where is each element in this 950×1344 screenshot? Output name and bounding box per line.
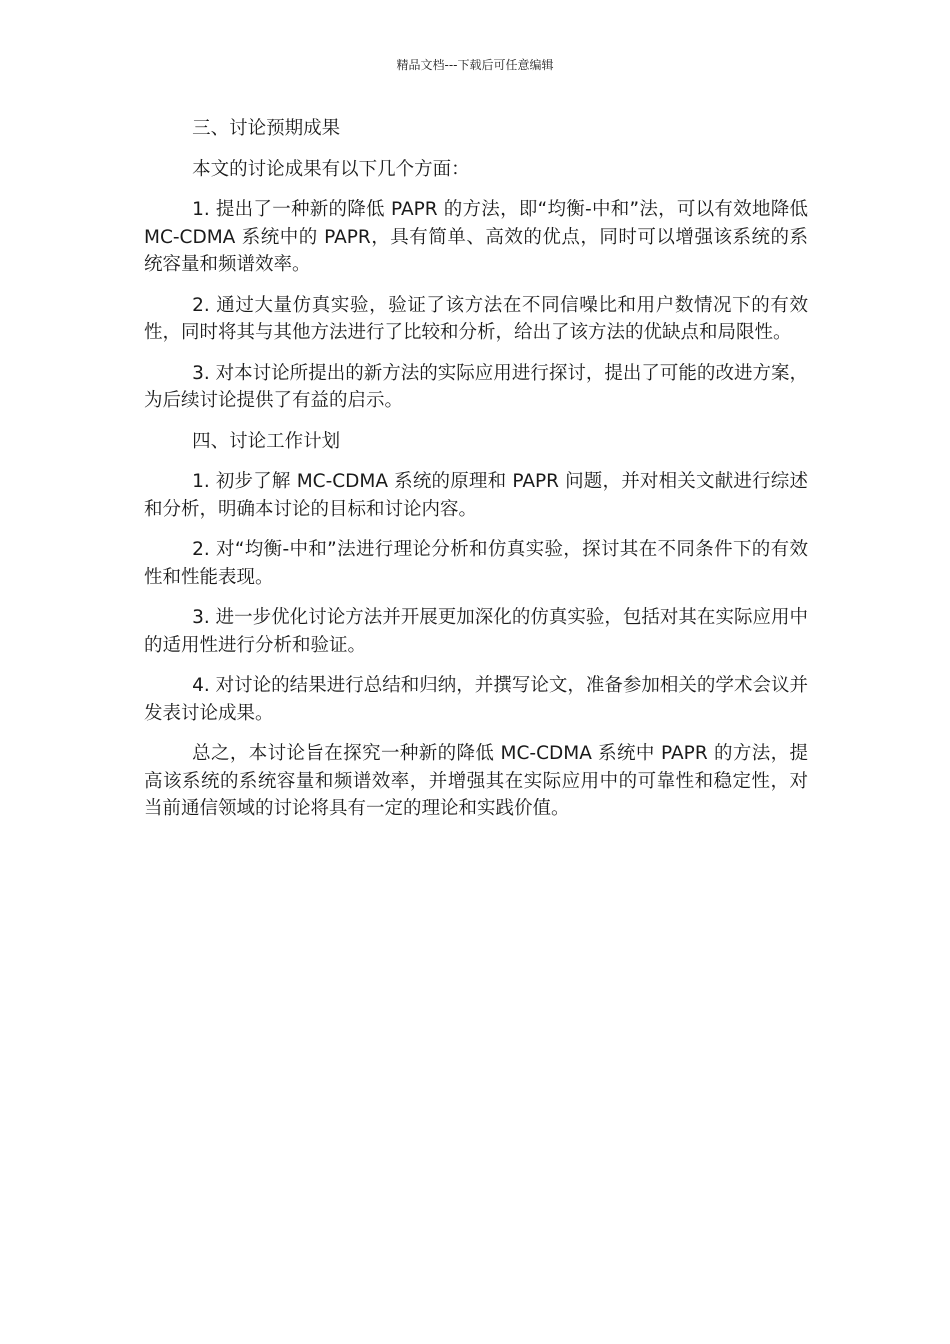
document-body (144, 115, 808, 836)
plan-item-3: 3. 进一步优化讨论方法并开展更加深化的仿真实验，包括对其在实际应用中的适用性进行分析和验证。 (144, 607, 808, 656)
section-heading-expected-results: 三、讨论预期成果 (192, 118, 341, 139)
plan-item-4: 4. 对讨论的结果进行总结和归纳，并撰写论文，准备参加相关的学术会议并发表讨论成果。 (144, 675, 808, 724)
plan-item-2: 2. 对“均衡-中和”法进行理论分析和仿真实验，探讨其在不同条件下的有效性和性能表现。 (144, 539, 808, 588)
result-item-1: 1. 提出了一种新的降低 PAPR 的方法，即“均衡-中和”法，可以有效地降低 MC-CDMA 系统中的 PAPR，具有简单、高效的优点，同时可以增强该系统的系统容量和频谱效率。 (144, 199, 808, 275)
section-heading-work-plan: 四、讨论工作计划 (192, 430, 341, 452)
result-item-3: 3. 对本讨论所提出的新方法的实际应用进行探讨，提出了可能的改进方案，为后续讨论提供了有益的启示。 (144, 362, 808, 411)
page-header: 精品文档---下载后可任意编辑 (396, 58, 554, 72)
result-item-2: 2. 通过大量仿真实验，验证了该方法在不同信噪比和用户数情况下的有效性，同时将其与其他方法进行了比较和分析，给出了该方法的优缺点和局限性。 (144, 294, 808, 343)
intro-paragraph: 本文的讨论成果有以下几个方面： (192, 158, 470, 180)
conclusion-paragraph: 总之，本讨论旨在探究一种新的降低 MC-CDMA 系统中 PAPR 的方法，提高该系统的系统容量和频谱效率，并增强其在实际应用中的可靠性和稳定性，对当前通信领域的讨论将具有一定的理论和实践价值。 (144, 743, 808, 819)
plan-item-1: 1. 初步了解 MC-CDMA 系统的原理和 PAPR 问题，并对相关文献进行综述和分析，明确本讨论的目标和讨论内容。 (144, 471, 808, 520)
